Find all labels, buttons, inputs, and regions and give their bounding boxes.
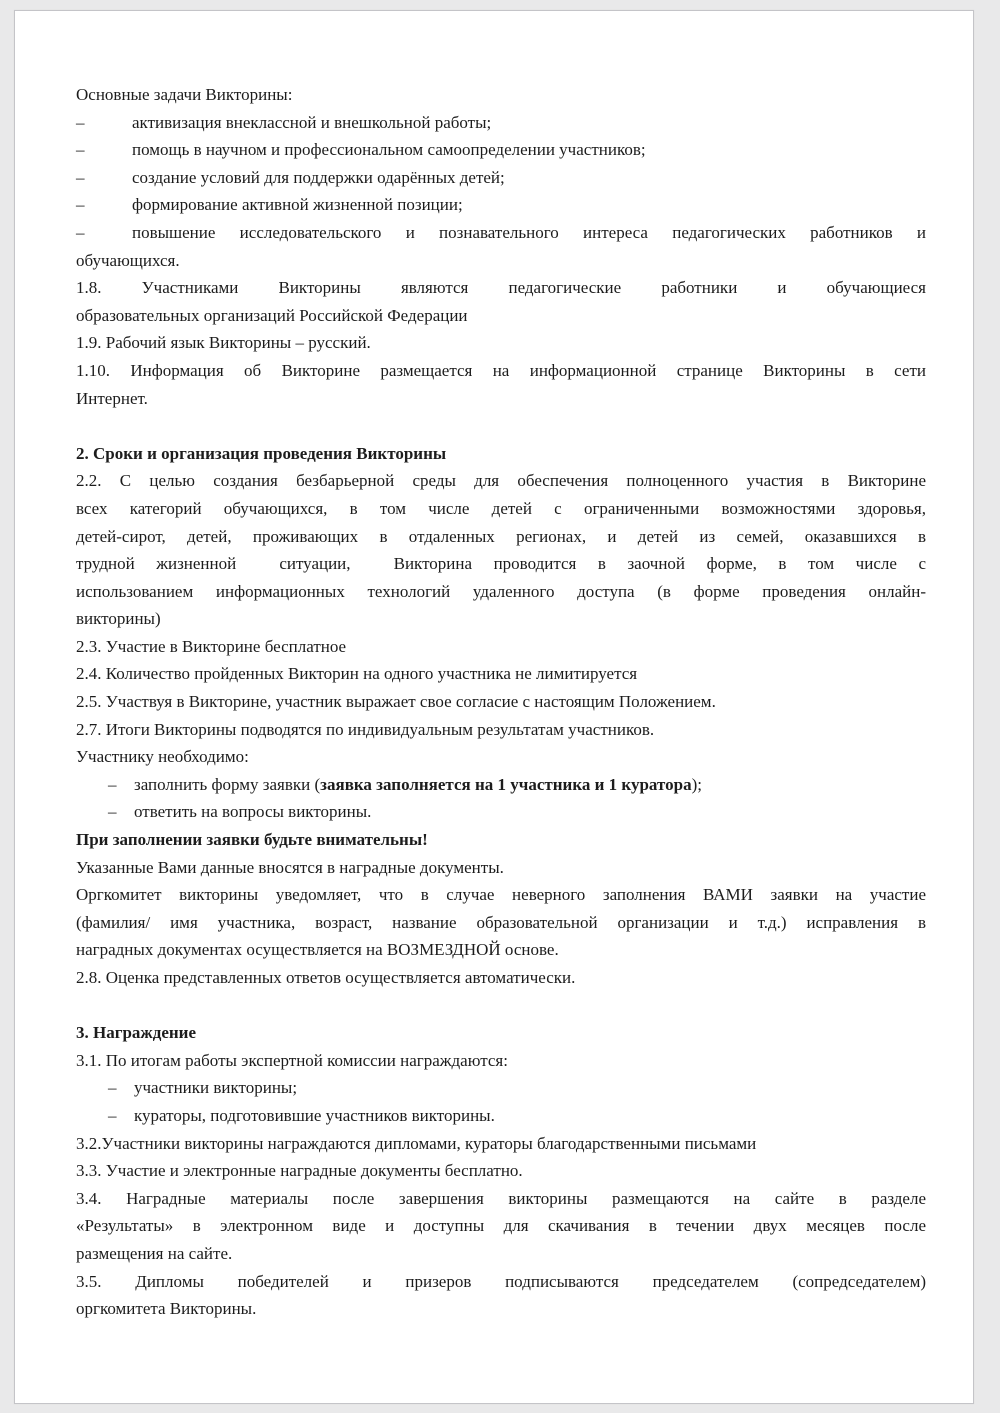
dash-marker: – [76,112,85,132]
paragraph-2-8: 2.8. Оценка представленных ответов осуществляется автоматически. [76,968,576,987]
document-body [76,81,926,1323]
notice-paragraph-cont: наградных документах осуществляется на ВОЗМЕЗДНОЙ основе. [76,940,559,960]
list-item [76,771,926,799]
paragraph-3-3: 3.3. Участие и электронные наградные документы бесплатно. [76,1161,523,1181]
section-2-title: 2. Сроки и организация проведения Викторины [76,443,447,463]
spacer [76,992,926,1020]
emphasis: заявка заполняется на 1 участника и 1 куратора [320,774,692,794]
paragraph-2-2: 2.2. С целью создания безбарьерной среды для обеспечения полноценного участия в Викторине [76,471,926,491]
paragraph-3-5-cont: оргкомитета Викторины. [76,1299,257,1319]
list-item: – кураторы, подготовившие участников викторины. [76,1102,926,1130]
dash-marker: – [108,774,117,794]
list-item: – формирование активной жизненной позиции; [76,191,926,219]
notice-paragraph: Оргкомитет викторины уведомляет, что в случае неверного заполнения ВАМИ заявки на участие [76,885,926,905]
list-item-text: заполнить форму заявки (заявка заполняется на 1 участника и 1 куратора); [134,774,702,794]
warning-heading: При заполнении заявки будьте внимательны! [76,830,428,850]
note-paragraph: Указанные Вами данные вносятся в наградные документы. [76,857,504,877]
dash-marker: – [76,222,85,242]
dash-marker: – [76,195,85,215]
list-item: – активизация внеклассной и внешкольной работы; [76,109,926,137]
dash-marker: – [108,802,117,822]
paragraph-3-5: 3.5. Дипломы победителей и призеров подписываются председателем (сопредседателем) [76,1271,926,1291]
paragraph-2-7: 2.7. Итоги Викторины подводятся по индивидуальным результатам участников. [76,719,655,739]
paragraph-2-3: 2.3. Участие в Викторине бесплатное [76,636,347,656]
list-item: – повышение исследовательского и познавательного интереса педагогических работников и [76,219,926,247]
paragraph-2-2-cont: использованием информационных технологий удаленного доступа (в форме проведения онлайн- [76,581,926,601]
paragraph-1-9: 1.9. Рабочий язык Викторины – русский. [76,333,371,353]
paragraph-3-4-cont: размещения на сайте. [76,1243,233,1263]
requirements-heading: Участнику необходимо: [76,747,249,767]
tasks-heading: Основные задачи Викторины: [76,85,293,104]
list-item: – помощь в научном и профессиональном самоопределении участников; [76,136,926,164]
list-item: – ответить на вопросы викторины. [76,798,926,826]
paragraph-2-2-cont: трудной жизненной ситуации, Викторина проводится в заочной форме, в том числе с [76,554,926,574]
paragraph-1-8-cont: образовательных организаций Российской Федерации [76,305,468,325]
dash-marker: – [76,167,85,187]
list-item-continuation: обучающихся. [76,250,180,270]
spacer [76,412,926,440]
dash-marker: – [108,1078,117,1098]
paragraph-2-2-cont: викторины) [76,609,161,629]
paragraph-2-2-cont: детей-сирот, детей, проживающих в отдаленных регионах, и детей из семей, оказавшихся в [76,526,926,546]
paragraph-3-4-cont: «Результаты» в электронном виде и доступны для скачивания в течении двух месяцев после [76,1216,926,1236]
document-page [14,10,974,1404]
section-3-title: 3. Награждение [76,1023,197,1043]
paragraph-3-1: 3.1. По итогам работы экспертной комиссии награждаются: [76,1050,508,1070]
dash-marker: – [76,140,85,160]
paragraph-2-5: 2.5. Участвуя в Викторине, участник выражает свое согласие с настоящим Положением. [76,692,716,712]
paragraph-1-10: 1.10. Информация об Викторине размещается на информационной странице Викторины в сети [76,360,926,380]
paragraph-1-10-cont: Интернет. [76,388,148,408]
list-item: – создание условий для поддержки одарённых детей; [76,164,926,192]
dash-marker: – [108,1105,117,1125]
paragraph-1-8: 1.8. Участниками Викторины являются педагогические работники и обучающиеся [76,278,926,298]
notice-paragraph-cont: (фамилия/ имя участника, возраст, название образовательной организации и т.д.) исправления в [76,912,926,932]
paragraph-2-2-cont: всех категорий обучающихся, в том числе детей с ограниченными возможностями здоровья, [76,498,926,518]
paragraph-3-2: 3.2.Участники викторины награждаются дипломами, кураторы благодарственными письмами [76,1133,757,1153]
paragraph-3-4: 3.4. Наградные материалы после завершения викторины размещаются на сайте в разделе [76,1188,926,1208]
paragraph-2-4: 2.4. Количество пройденных Викторин на одного участника не лимитируется [76,664,638,684]
list-item: – участники викторины; [76,1074,926,1102]
